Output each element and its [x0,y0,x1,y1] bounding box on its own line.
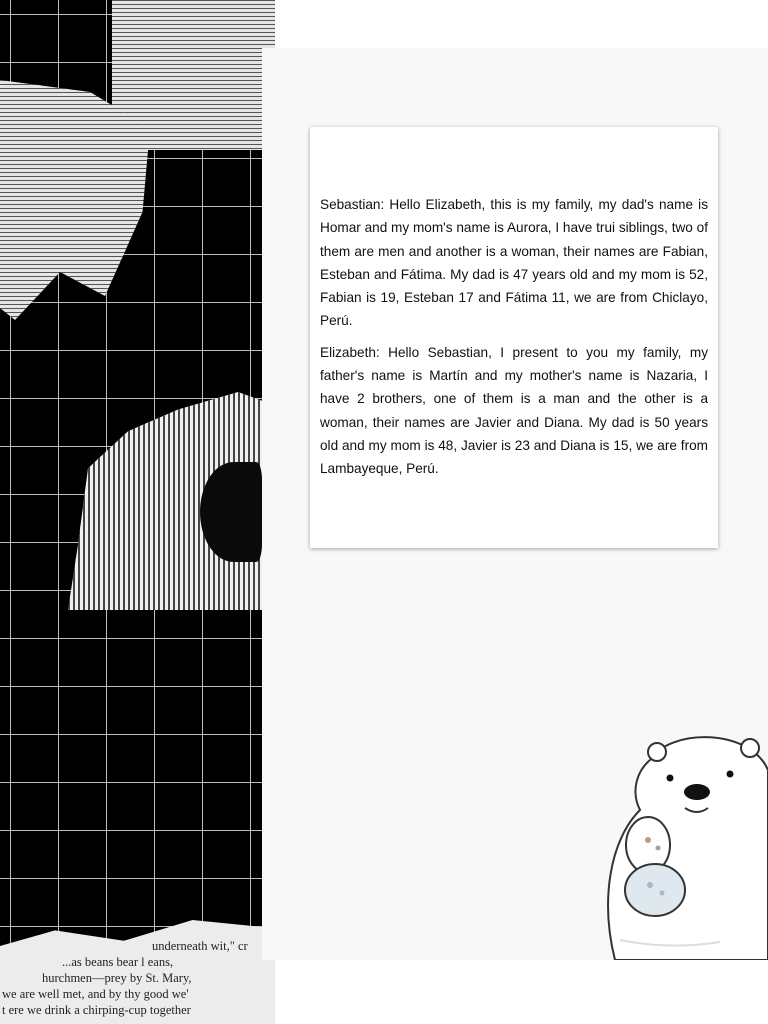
dialogue-paragraph-elizabeth: Elizabeth: Hello Sebastian, I present to you my family, my father's name is Martín and my mother's name is Nazaria, I have 2 brothers, one of them is a man and the other is a woman, their names are Javier and Diana. My dad is 50 years old and my mom is 48, Javier is 23 and Diana is 15, we are from Lambayeque, Perú. [320,344,708,477]
newsprint-line: underneath wit," cr [152,939,248,953]
newspaper-bottom-text [0,938,275,1024]
butterfly-icon [200,462,262,562]
dialogue-paragraph-sebastian: Sebastian: Hello Elizabeth, this is my family, my dad's name is Homar and my mom's name is Aurora, I have trui siblings, two of them are men and another is a woman, their names are Fabian, Esteban and Fátima. My dad is 47 years old and my mom is 52, Fabian is 19, Esteban 17 and Fátima 11, we are from Chiclayo, Perú. [320,197,708,329]
newspaper-clipping-left [0,80,150,320]
collage-background [0,0,275,1024]
newsprint-line: ...as beans bear l eans, [62,955,174,969]
newsprint-line: hurchmen—prey by St. Mary, [42,971,192,985]
dialogue-text-box [310,127,718,548]
newsprint-line: t ere we drink a chirping-cup together [2,1003,191,1017]
polar-bear-icon [600,730,768,960]
newsprint-line: we are well met, and by thy good we' [2,987,189,1001]
